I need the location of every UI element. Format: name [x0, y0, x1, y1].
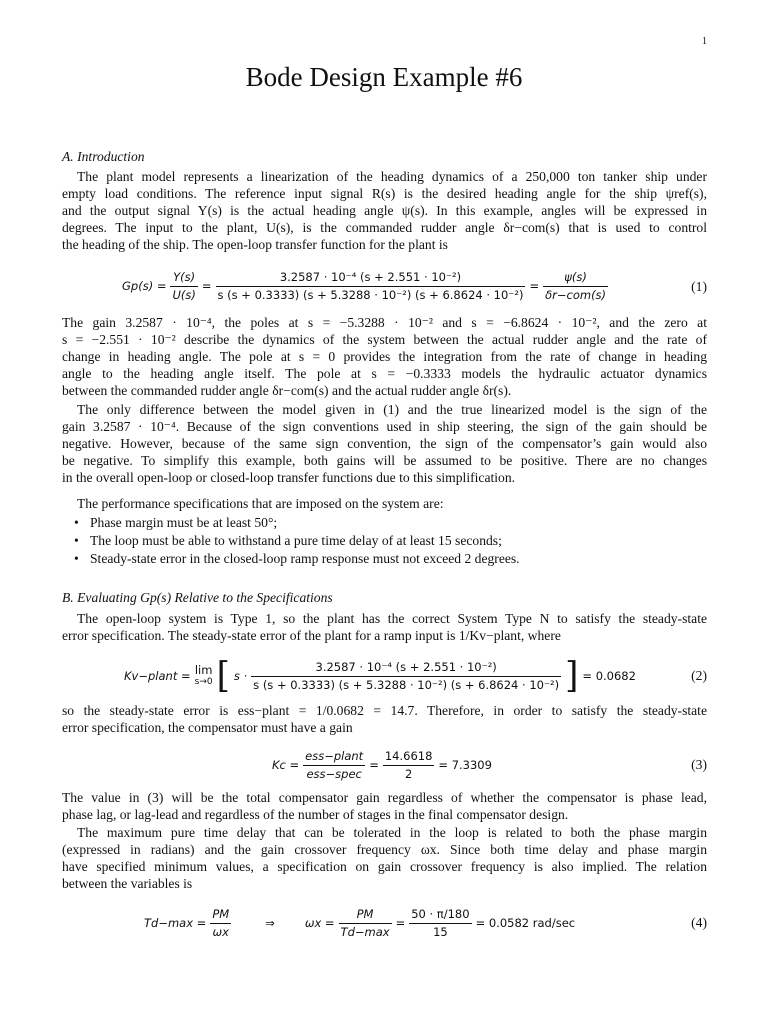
eq4-result: = 0.0582 rad/sec	[475, 915, 576, 930]
equation-number: (1)	[691, 279, 707, 294]
text-line: the heading of the ship. The open-loop transfer function for the plant is	[62, 237, 448, 252]
right-bracket: ]	[565, 655, 579, 697]
eq3-lhs: Kc =	[272, 757, 300, 772]
eq1-denominator: s (s + 0.3333) (s + 5.3288 · 10⁻²) (s + 6.8624 · 10⁻²)	[217, 287, 524, 302]
eq2-limit	[195, 664, 213, 688]
text-line: The gain 3.2587 · 10⁻⁴, the poles at s = −5.3288 · 10⁻² and s = −6.8624 · 10⁻², and the zero at	[62, 315, 707, 330]
eq3-fraction-errors	[303, 748, 365, 783]
text-line: The open-loop system is Type 1, so the plant has the correct System Type N to satisfy the steady-state	[77, 611, 707, 626]
eq2-denominator: s (s + 0.3333) (s + 5.3288 · 10⁻²) (s + 6.8624 · 10⁻²)	[253, 677, 560, 692]
spec-item: • The loop must be able to withstand a pure time delay of at least 15 seconds;	[74, 533, 502, 548]
eq2-limit-subscript: s→0	[194, 677, 213, 687]
eq2-limit-label: lim	[194, 663, 213, 677]
text-line: s = −2.551 · 10⁻² describe the dynamics of the system between the actual rudder angle and the rate of	[62, 332, 707, 347]
text-line: degrees. The input to the plant, U(s), is the commanded rudder angle δr−com(s) that is used to control	[62, 220, 707, 235]
eq4-lhs-crossover: ωx =	[304, 915, 335, 930]
eq3-denominator: 2	[404, 766, 413, 781]
section-heading-evaluating: B. Evaluating Gp(s) Relative to the Specifications	[62, 590, 333, 605]
text-line: and the output signal Y(s) is the actual heading angle ψ(s). In this example, angles will be expressed in	[62, 203, 707, 218]
eq4-denominator: ωx	[212, 924, 229, 939]
eq4-fraction-pm	[339, 906, 392, 941]
text-line: change in heading angle. The pole at s = 0 provides the integration from the rate of change in heading	[62, 349, 707, 364]
spec-item: • Steady-state error in the closed-loop ramp response must not exceed 2 degrees.	[74, 551, 520, 566]
equation-1: Gp(s) = $\frac{Y(s)}{U(s)}$ = $\frac{\text{3.2587 · 10⁻⁴ (s + 2.551 · 10⁻²)}}{\text{s (s + 0.3333) (s + 5.3288 · 10⁻²) (s + 6.8624 · 10⁻²)}}$ = $\frac{\psi(s)}{\text{δr−com(s)}}$ (1)	[122, 269, 707, 302]
eq3-fraction-values	[383, 748, 435, 783]
time-delay-paragraph	[62, 824, 707, 892]
eq2-result: = 0.0682	[582, 668, 636, 683]
eq2-numerator: 3.2587 · 10⁻⁴ (s + 2.551 · 10⁻²)	[251, 659, 561, 677]
equation-4: Td−max = $\frac{PM}{\omega x}$ ⇒ ωx = $\frac{PM}{Td-\max}$ = $\frac{50 \cdot \pi/180}{15}$ = 0.0582 rad/sec (4)	[144, 906, 707, 939]
spec-item-text: Phase margin must be at least 50°;	[90, 515, 278, 530]
eq4-denominator: Td−max	[340, 924, 390, 939]
eq1-fraction-plant	[216, 269, 526, 304]
spec-item-text: Steady-state error in the closed-loop ramp response must not exceed 2 degrees.	[90, 551, 520, 566]
eq4-lhs-delay: Td−max =	[144, 915, 207, 930]
eq3-result: = 7.3309	[438, 757, 492, 772]
eq4-numerator: 50 · π/180	[409, 906, 471, 924]
intro-paragraph	[62, 168, 707, 253]
total-gain-paragraph	[62, 789, 707, 823]
eq2-s-factor: s ·	[233, 668, 248, 683]
steady-state-paragraph	[62, 702, 707, 736]
eq1-numerator: ψ(s)	[543, 269, 608, 287]
text-line: error specification. The steady-state error of the plant for a ramp input is 1/Kv−plant, where	[62, 628, 561, 643]
text-line: The value in (3) will be the total compensator gain regardless of whether the compensator is phase lead,	[62, 790, 707, 805]
text-line: The only difference between the model given in (1) and the true linearized model is the sign of the	[77, 402, 707, 417]
eq1-lhs: Gp(s) =	[122, 278, 167, 293]
text-line: (expressed in radians) and the gain crossover frequency ωx. Since both time delay and phase margin	[62, 842, 707, 857]
system-type-paragraph	[62, 610, 707, 644]
page-number: 1	[702, 36, 707, 47]
sign-difference-paragraph	[62, 401, 707, 486]
spec-item: • Phase margin must be at least 50°;	[74, 515, 278, 530]
eq1-denominator: δr−com(s)	[545, 287, 607, 302]
text-line: empty load conditions. The reference input signal R(s) is the desired heading angle for the ship ψref(s),	[62, 186, 707, 201]
gain-paragraph	[62, 314, 707, 399]
eq4-denominator: 15	[433, 924, 448, 939]
text-line: angle to the heading angle itself. The pole at s = −0.3333 models the hydraulic actuator dynamics	[62, 366, 707, 381]
equation-3: Kc = $\frac{\text{ess−plant}}{\text{ess−spec}}$ = $\frac{14.6618}{2}$ = 7.3309 (3)	[272, 748, 707, 781]
left-bracket: [	[216, 655, 230, 697]
eq2-fraction	[251, 659, 561, 694]
equation-2	[62, 654, 707, 698]
eq2-lhs: Kv−plant =	[124, 668, 191, 683]
eq3-numerator: 14.6618	[383, 748, 435, 766]
text-line: so the steady-state error is ess−plant = 1/0.0682 = 14.7. Therefore, in order to satisfy the steady-state	[62, 703, 707, 718]
eq3-numerator: ess−plant	[303, 748, 365, 766]
equation-number: (3)	[691, 757, 707, 772]
eq1-numerator: 3.2587 · 10⁻⁴ (s + 2.551 · 10⁻²)	[216, 269, 526, 287]
document-title: Bode Design Example #6	[245, 62, 523, 92]
eq4-fraction-delay	[210, 906, 231, 941]
eq1-denominator: U(s)	[172, 287, 196, 302]
text-line: negative. However, because of the same sign convention, the sign of the compensator’s gain would also	[62, 436, 707, 451]
text-line: between the variables is	[62, 876, 193, 891]
eq1-fraction-heading	[543, 269, 608, 304]
implies-arrow-icon: ⇒	[265, 915, 275, 930]
text-line: phase lag, or lag-lead and regardless of the number of stages in the final compensator design.	[62, 807, 569, 822]
equation-number: (4)	[691, 915, 707, 930]
text-line: error specification, the compensator must have a gain	[62, 720, 353, 735]
eq3-denominator: ess−spec	[306, 766, 362, 781]
spec-item-text: The loop must be able to withstand a pure time delay of at least 15 seconds;	[90, 533, 502, 548]
section-heading-introduction: A. Introduction	[62, 149, 145, 164]
eq4-numerator: PM	[339, 906, 392, 924]
text-line: be negative. To simplify this example, both gains will be assumed to be positive. There are no changes	[62, 453, 707, 468]
text-line: The maximum pure time delay that can be tolerated in the loop is related to both the phase margin	[77, 825, 707, 840]
text-line: gain 3.2587 · 10⁻⁴. Because of the sign conventions used in ship steering, the sign of the gain should be	[62, 419, 707, 434]
text-line: The plant model represents a linearization of the heading dynamics of a 250,000 ton tanker ship under	[77, 169, 707, 184]
text-line: have specified minimum values, a specification on gain crossover frequency is also implied. The relation	[62, 859, 707, 874]
eq4-fraction-values	[409, 906, 471, 941]
text-line: in the overall open-loop or closed-loop transfer functions due to this simplification.	[62, 470, 516, 485]
eq1-numerator: Y(s)	[170, 269, 197, 287]
equation-number: (2)	[691, 668, 707, 683]
eq4-numerator: PM	[210, 906, 231, 924]
specs-intro: The performance specifications that are imposed on the system are:	[77, 496, 444, 511]
text-line: between the commanded rudder angle δr−com(s) and the actual rudder angle δr(s).	[62, 383, 512, 398]
eq1-fraction-io	[170, 269, 197, 304]
